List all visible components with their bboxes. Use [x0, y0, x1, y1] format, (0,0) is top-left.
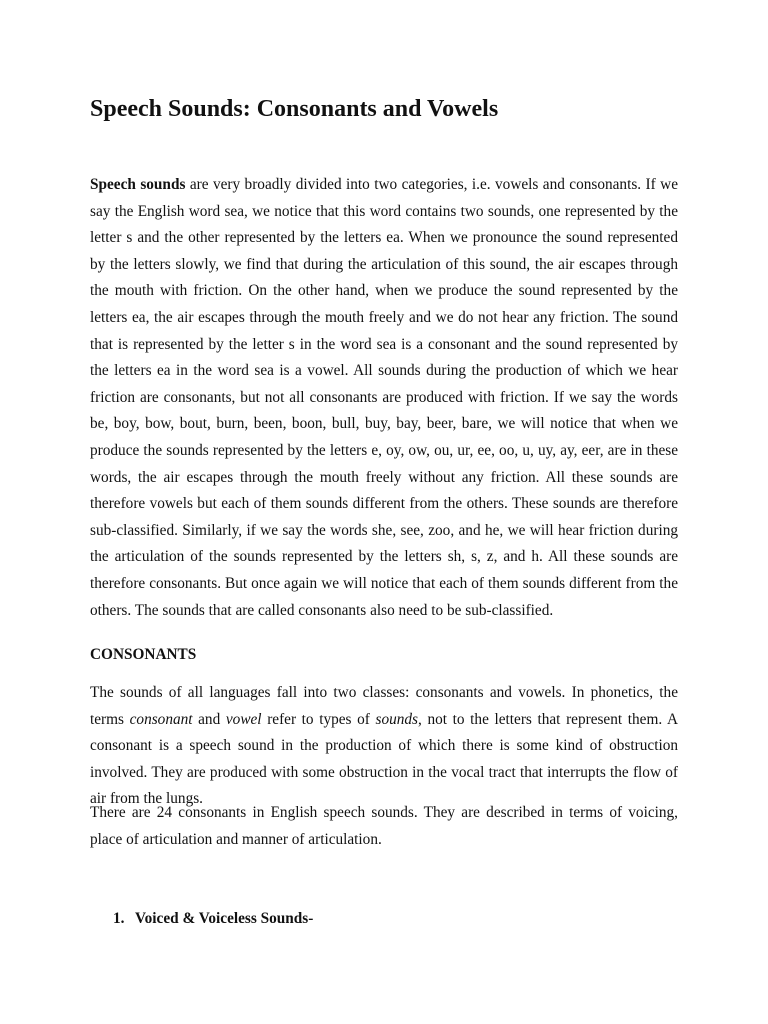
section-heading-consonants: CONSONANTS [90, 646, 197, 663]
intro-paragraph [90, 172, 678, 624]
consonants-paragraph [90, 680, 678, 813]
consonants-term-consonant: consonant [129, 710, 193, 728]
subheading-voiced-voiceless [113, 906, 313, 932]
consonants-term-vowel: vowel [225, 710, 262, 728]
consonant-count-paragraph: There are 24 consonants in English speech sounds. They are described in terms of voicing, place of articulation and manner of articulation. [90, 804, 678, 848]
subheading-number: 1. [113, 910, 125, 927]
document-title: Speech Sounds: Consonants and Vowels [90, 96, 499, 122]
subheading-text: Voiced & Voiceless Sounds- [135, 910, 314, 927]
consonants-term-sounds: sounds [375, 710, 419, 728]
intro-lead-term: Speech sounds [90, 176, 186, 193]
intro-text: are very broadly divided into two categories, i.e. vowels and consonants. If we say the English word sea, we notice that this word contains two sounds, one represented by the letter s and the other represented by the letters ea. When we pronounce the sound represented by the letters slowly, we find that during the articulation of this sound, the air escapes through the mouth with friction. On the other hand, when we produce the sound represented by the letters ea, the air escapes through the mouth freely and we do not hear any friction. The sound that is represented by the letter s in the word sea is a consonant and the sound represented by the letters ea in the word sea is a vowel. All sounds during the production of which we hear friction are consonants, but not all consonants are produced with friction. If we say the words be, boy, bow, bout, burn, been, boon, bull, buy, bay, beer, bare, we will notice that when we produce the sounds represented by the letters e, oy, ow, ou, ur, ee, oo, u, uy, ay, eer, are in these words, the air escapes through the mouth freely without any friction. All these sounds are therefore vowels but each of them sounds different from the others. These sounds are therefore sub-classified. Similarly, if we say the words she, see, zoo, and he, we will hear friction during the articulation of the sounds represented by the letters sh, s, z, and h. All these sounds are therefore consonants. But once again we will notice that each of them sounds different from the others. The sounds that are called consonants also need to be sub-classified. [90, 176, 678, 619]
consonants-text-3: refer to types of [261, 710, 376, 728]
consonants-text-4: , not to the letters that represent them. A consonant is a speech sound in the production of which there is some kind of obstruction involved. They are produced with some obstruction in the vocal tract that interrupts the flow of air from the lungs. [90, 710, 678, 808]
consonants-text-1: The sounds of all languages fall into two classes: consonants and vowels. In phonetics, the terms [90, 684, 678, 728]
consonants-text-2: and [192, 710, 226, 728]
